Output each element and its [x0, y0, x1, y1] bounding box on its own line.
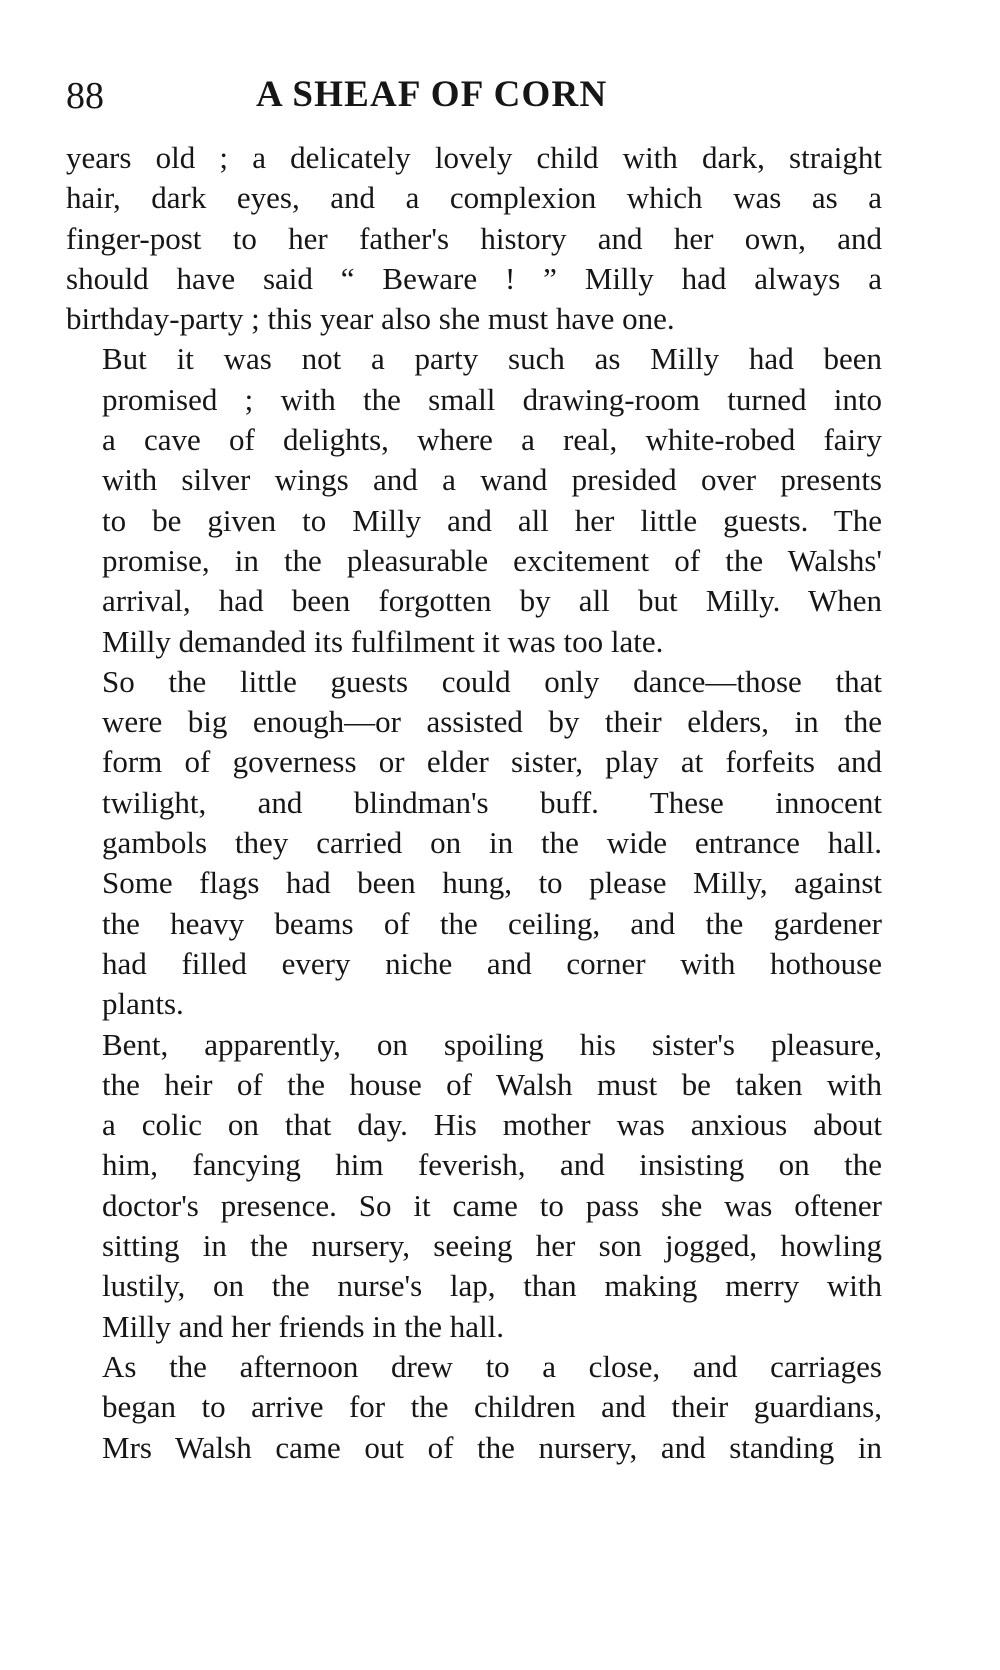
text-line: As the afternoon drew to a close, and carriages — [102, 1348, 882, 1384]
paragraph-4 — [66, 1025, 882, 1347]
paragraph-3 — [66, 662, 882, 1025]
text-line: had filled every niche and corner with hothouse — [102, 945, 882, 981]
text-line: were big enough—or assisted by their elders, in the — [102, 704, 882, 740]
paragraph-2 — [66, 339, 882, 661]
text-line: form of governess or elder sister, play at forfeits and — [102, 744, 882, 780]
text-line: Some flags had been hung, to please Milly, against — [102, 865, 882, 901]
text-line: the heavy beams of the ceiling, and the gardener — [102, 905, 882, 941]
text-line: twilight, and blindman's buff. These innocent — [102, 784, 882, 820]
text-line: hair, dark eyes, and a complexion which was as a — [66, 180, 882, 216]
text-line: arrival, had been forgotten by all but Milly. When — [102, 583, 882, 619]
paragraph-1 — [66, 138, 882, 339]
book-page — [66, 68, 882, 1608]
text-line: promise, in the pleasurable excitement of the Walshs' — [102, 542, 882, 578]
paragraph-5 — [66, 1347, 882, 1468]
text-line: a colic on that day. His mother was anxious about — [102, 1107, 882, 1143]
text-line: So the little guests could only dance—those that — [102, 663, 882, 699]
page-number: 88 — [66, 75, 104, 117]
text-line: him, fancying him feverish, and insisting on the — [102, 1147, 882, 1183]
text-line: Milly and her friends in the hall. — [102, 1308, 505, 1344]
text-line: sitting in the nursery, seeing her son jogged, howling — [102, 1228, 882, 1264]
text-line: But it was not a party such as Milly had been — [102, 341, 882, 377]
text-line: with silver wings and a wand presided over presents — [102, 462, 882, 498]
text-line: Milly demanded its fulfilment it was too late. — [102, 623, 664, 659]
text-line: began to arrive for the children and their guardians, — [102, 1389, 882, 1425]
text-line: should have said “ Beware ! ” Milly had always a — [66, 260, 882, 296]
text-line: finger-post to her father's history and her own, and — [66, 220, 882, 256]
text-line: Mrs Walsh came out of the nursery, and standing in — [102, 1429, 882, 1465]
text-line: birthday-party ; this year also she must have one. — [66, 301, 675, 337]
text-line: lustily, on the nurse's lap, than making merry with — [102, 1268, 882, 1304]
text-line: Bent, apparently, on spoiling his sister's pleasure, — [102, 1026, 882, 1062]
text-line: promised ; with the small drawing-room turned into — [102, 381, 882, 417]
running-title: A SHEAF OF CORN — [256, 74, 608, 115]
page-header — [66, 68, 882, 126]
text-line: to be given to Milly and all her little guests. The — [102, 502, 882, 538]
text-line: gambols they carried on in the wide entrance hall. — [102, 825, 882, 861]
text-line: the heir of the house of Walsh must be taken with — [102, 1066, 882, 1102]
text-line: doctor's presence. So it came to pass she was oftener — [102, 1187, 882, 1223]
body-text — [66, 138, 882, 1468]
text-line: plants. — [102, 986, 184, 1022]
text-line: years old ; a delicately lovely child with dark, straight — [66, 140, 882, 175]
text-line: a cave of delights, where a real, white-robed fairy — [102, 422, 882, 458]
